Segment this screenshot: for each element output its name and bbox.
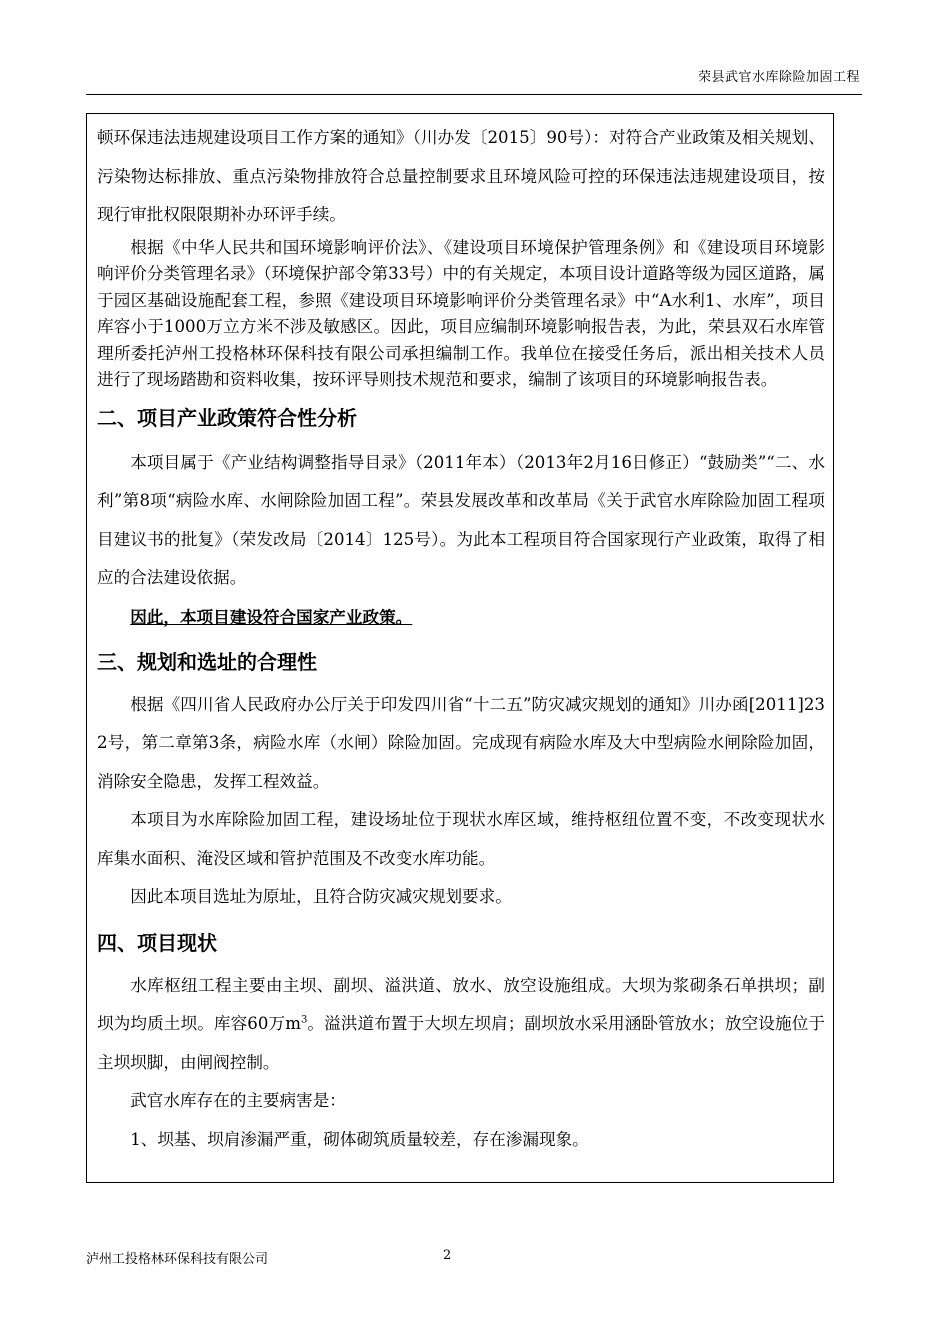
paragraph-eia-basis: 根据《中华人民共和国环境影响评价法》、《建设项目环境保护管理条例》和《建设项目环境影响评价分类管理名录》（环境保护部令第33号）中的有关规定，本项目设计道路等级为园区道路，属于园区基础设施配套工程，参照《建设项目环境影响评价分类管理名录》中“A水利1、水库”，项目库容小于1000万立方米不涉及敏感区。因此，项目应编制环境影响报告表，为此，荣县双石水库管理所委托泸州工投格林环保科技有限公司承担编制工作。我单位在接受任务后，派出相关技术人员进行了现场踏勘和资料收集，按环评导则技术规范和要求，编制了该项目的环境影响报告表。 [97, 237, 825, 389]
section-heading-industry-policy: 二、项目产业政策符合性分析 [97, 405, 357, 430]
page-number: 2 [443, 1248, 452, 1263]
text-segment: 。溢洪道布置于大坝左坝肩；副坝放水采用涵卧管放水；放空设施位于主坝坝脚，由闸阀控制。 [97, 1014, 825, 1072]
section-heading-project-status: 四、项目现状 [97, 930, 217, 955]
text-segment: 水库枢纽工程主要由主坝、副坝、溢洪道、放水、放空设施组成。大坝为浆砌条石单拱坝；副坝为均质土坝。库容60万m [97, 975, 825, 1033]
paragraph-siting-conclusion: 因此本项目选址为原址，且符合防灾减灾规划要求。 [130, 887, 512, 906]
superscript: 3 [300, 1014, 308, 1026]
list-item-defect-1: 1、坝基、坝肩渗漏严重，砌体砌筑质量较差，存在渗漏现象。 [130, 1129, 589, 1149]
conclusion-industry-policy: 因此，本项目建设符合国家产业政策。 [130, 606, 413, 627]
content-box [86, 113, 834, 1183]
section-heading-planning-siting: 三、规划和选址的合理性 [97, 649, 317, 674]
paragraph-notice-continuation: 顿环保违法违规建设项目工作方案的通知》（川办发〔2015〕90号）：对符合产业政策及相关规划、污染物达标排放、重点污染物排放符合总量控制要求且环境风险可控的环保违法违规建设项目，按现行审批权限限期补办环评手续。 [97, 128, 825, 224]
footer-company: 泸州工投格林环保科技有限公司 [86, 1252, 269, 1267]
paragraph-site-location: 本项目为水库除险加固工程，建设场址位于现状水库区域，维持枢纽位置不变，不改变现状水库集水面积、淹没区域和管护范围及不改变水库功能。 [97, 810, 825, 868]
header-title: 荣县武官水库除险加固工程 [697, 70, 860, 85]
paragraph-reservoir-composition [97, 967, 825, 1083]
header-divider [86, 94, 862, 95]
paragraph-main-defects-intro: 武官水库存在的主要病害是： [130, 1091, 346, 1110]
paragraph-industry-policy: 本项目属于《产业结构调整指导目录》（2011年本）（2013年2月16日修正）“鼓励类”“二、水利”第8项“病险水库、水闸除险加固工程”。荣县发展改革和改革局《关于武官水库除险加固工程项目建议书的批复》（荣发改局〔2014〕125号）。为此本工程项目符合国家现行产业政策，取得了相应的合法建设依据。 [97, 452, 825, 587]
paragraph-planning-basis: 根据《四川省人民政府办公厅关于印发四川省“十二五”防灾减灾规划的通知》川办函[2011]232号，第二章第3条，病险水库（水闸）除险加固。完成现有病险水库及大中型病险水闸除险加固，消除安全隐患，发挥工程效益。 [97, 694, 825, 791]
